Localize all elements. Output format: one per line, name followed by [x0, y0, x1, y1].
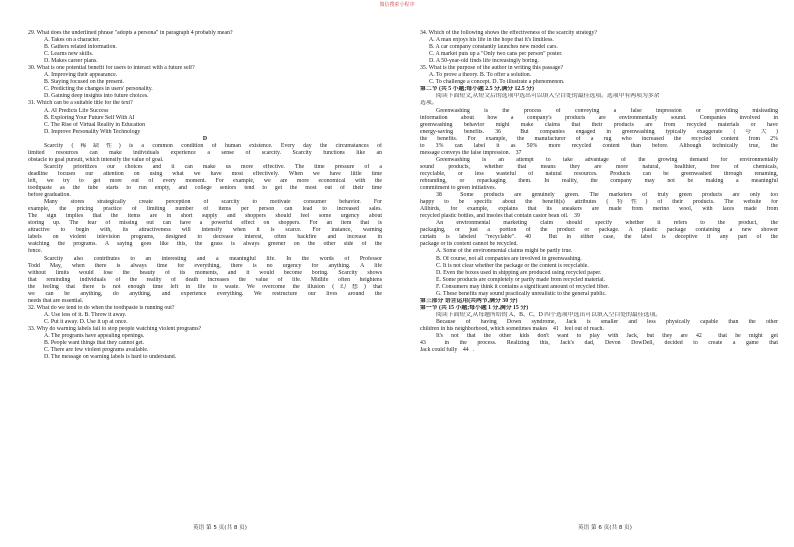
- text-line: deadline focuses our attention on using what we have most effectively. When we have little time: [28, 170, 382, 177]
- text-line: B. Gathers related information.: [44, 44, 117, 51]
- text-line: fence.: [28, 248, 43, 255]
- blank-42: 42: [696, 333, 710, 340]
- text-line: commitment to green initiatives.: [420, 185, 496, 192]
- text-line: F. Consumers may think it contains a significant amount of recycled fiber.: [436, 283, 610, 290]
- text-line: C. There are few violent programs available.: [44, 347, 149, 354]
- text-line: example, the pricing practice of limiting number of items per person can lead to increased sales.: [28, 206, 382, 213]
- text-line: C. It is not clear whether the package or the content is recyclable.: [436, 262, 589, 269]
- text-line: to 3% can label it as 50% more recycled content than before. Although technically true, the: [420, 142, 778, 149]
- text-line: 第三部分 语言运用(共两节,满分 30 分): [420, 297, 518, 304]
- text-line: 第二节 (共 5 小题;每小题 2.5 分,满分 12.5 分): [420, 86, 534, 93]
- text-line: D. The message on warning labels is hard to understand.: [44, 354, 177, 361]
- text-line: attractive to begin with, its attractiveness will intensify when it is scarce. For instance, warning: [28, 227, 382, 234]
- text-line: curtain is labeled "recyclable". 40 But in either case, the label is deceptive if any part of the: [420, 234, 778, 241]
- text-line: B. People want things that they cannot get.: [44, 340, 145, 347]
- text-line: before graduation.: [28, 192, 71, 199]
- text-line: packaging, or just a portion of the product or package. A plastic package containing a new shower: [420, 227, 778, 234]
- text-line: B. Staying focused on the present.: [44, 79, 125, 86]
- text-line: C. Put it away. D. Use it up at once.: [44, 318, 128, 325]
- text-line: 选项。: [420, 100, 438, 107]
- text-line: B. Of course, not all companies are involved in greenwashing.: [436, 255, 582, 262]
- text-line: 30. What is one potential benefit for users to interact with a future self?: [28, 65, 195, 72]
- text-line: C. To challenge a concept. D. To illustrate a phenomenon.: [429, 79, 565, 86]
- text-line: limited resources can make individuals experience a sense of scarcity. Scarcity functions like an: [28, 149, 382, 156]
- text-line: D. Even the boxes used in shipping are produced using recycled paper.: [436, 269, 602, 276]
- text-line: A. Use less of it. B. Throw it away.: [44, 311, 127, 318]
- text-line: A. AI Predicts Life Success: [44, 107, 109, 114]
- text-line: D. Gaining deep insights into future choices.: [44, 93, 149, 100]
- text-line: Allbirds, for example, explains that its sneakers are made from merino wool, with laces made from: [420, 206, 778, 213]
- text-line: A. Some of the environmental claims might be partly true.: [436, 248, 573, 255]
- text-line: storing up. The fear of missing out can have a powerful effect on shoppers. For an item that is: [28, 220, 382, 227]
- blank-40: 40: [525, 234, 539, 241]
- text-line: C. A market puts up a "Only two cans per person" poster.: [429, 51, 563, 58]
- text-line: Scarcity (稀缺性) is a common condition of human existence. Every day the circumstances of: [44, 142, 382, 149]
- text-line: happy to be specific about the benefit(s) attributes (特性) of their products. The website for: [420, 199, 778, 206]
- text-line: Greenwashing is an attempt to take advantage of the growing demand for environmentally: [436, 156, 778, 163]
- text-line: information about how a company's products are environmentally sound. Companies involved in: [420, 114, 778, 121]
- text-line: 34. Which of the following shows the effectiveness of the scarcity strategy?: [420, 30, 597, 36]
- text-line: watching the programs. A saying goes like this, the grass is always greener on the other side of the: [28, 241, 382, 248]
- text-line: B. A car company constantly launches new model cars.: [429, 44, 558, 51]
- text-line: without limits would lose the beauty of its moments, and it would become boring. Scarcity shows: [28, 269, 382, 276]
- text-line: sound products, whether that means they are more natural, healthier, free of chemicals,: [420, 163, 778, 170]
- text-line: Scarcity also contributes to an interesting and a meaningful life. In the words of Professor: [44, 255, 382, 262]
- blank-39: 39: [570, 213, 584, 220]
- blank-37: 37: [512, 150, 526, 157]
- text-line: 29. What does the underlined phrase "adopts a persona" in paragraph 4 probably mean?: [28, 30, 233, 36]
- text-line: 阅读下面短文,从短文后的选项中选出可以填入空白处的最佳选项。选项中有两项为多余: [436, 93, 660, 100]
- blank-44: 44: [459, 347, 473, 354]
- text-line: 阅读下面短文,从每题所给的 A、B、C、D 四个选项中选出可以填入空白处的最佳选项。: [436, 311, 662, 318]
- left-column: [28, 30, 382, 361]
- text-line: A. The programs have appealing openings.: [44, 333, 145, 340]
- text-line: A. A man enjoys his life in the hope that it's limitless.: [429, 37, 554, 44]
- right-column: [420, 30, 778, 354]
- text-line: C. Learns new skills.: [44, 51, 94, 58]
- text-line: A. Improving their appearance.: [44, 72, 118, 79]
- text-line: package or its content cannot be recycled.: [420, 241, 518, 248]
- blank-41: 41: [549, 326, 563, 333]
- text-line: 31. Which can be a suitable title for the text?: [28, 100, 133, 107]
- text-line: E. Some products are completely or partly made from recycled material.: [436, 276, 606, 283]
- text-line: B. Exploring Your Future Self With AI: [44, 114, 135, 121]
- text-line: 43 in the process. Realizing this, Jack's dad, Devon DowDell, decided to create a game that: [420, 340, 778, 347]
- text-line: 33. Why do warning labels fail to stop people watching violent programs?: [28, 325, 202, 332]
- text-line: needs that are essential.: [28, 297, 84, 304]
- watermark: 微信搜索小程序: [379, 2, 415, 8]
- text-line: G. These benefits may sound practically unrealistic to the general public.: [436, 290, 607, 297]
- text-line: recyclable, or less wasteful of natural resources. Products can be greenwashed through renaming,: [420, 170, 778, 177]
- text-line: greenwashing behavior might make claims that their products are from recycled materials or have: [420, 121, 778, 128]
- text-line: 第一节 (共 15 小题;每小题 1 分,满分 15 分): [420, 304, 529, 311]
- text-line: Scarcity prioritizes our choices and it can make us more effective. The time pressure of a: [44, 163, 382, 170]
- text-line: energy-saving benefits. 36 But companies engaged in greenwashing typically exaggerate (夸大): [420, 129, 778, 136]
- text-line: left, we try to get more out of every moment. For example, we are more economical with the: [28, 177, 382, 184]
- text-line: D: [202, 135, 208, 142]
- text-line: toothpaste as the tube starts to run empty, and college seniors tend to get the most out of their time: [28, 185, 382, 192]
- blank-43: 43: [420, 340, 434, 347]
- blank-36: 36: [495, 129, 509, 136]
- text-line: Greenwashing is the process of conveying a false impression or providing misleading: [436, 107, 778, 114]
- text-line: The sign implies that the items are in short supply and shoppers should feel some urgency about: [28, 213, 382, 220]
- text-line: Todd May, when there is always time for everything, there is no urgency for anything. A life: [28, 262, 382, 269]
- text-line: D. Makes career plans.: [44, 58, 98, 65]
- text-line: rebranding, or repackaging them. In reality, the company may not be making a meaningful: [420, 177, 778, 184]
- text-line: obstacle to goal pursuit, which intensify the value of goal.: [28, 156, 164, 163]
- text-line: Jack could fully 44 .: [420, 347, 778, 354]
- text-line: message conveys the false impression. 37: [420, 150, 778, 157]
- text-line: labels on violent television programs, designed to decrease interest, often backfire and increase in: [28, 234, 382, 241]
- text-line: 38 Some products are genuinely green. The marketers of truly green products are only too: [420, 192, 778, 199]
- text-line: A. Takes on a character.: [44, 37, 100, 44]
- text-line: D. A 50-year-old finds life increasingly boring.: [429, 58, 539, 65]
- blank-38: 38: [436, 192, 450, 199]
- text-line: A. To prove a theory. B. To offer a solution.: [429, 72, 532, 79]
- page-footer-right: 英语 第 6 页(共 8 页): [578, 525, 632, 531]
- text-line: 32. What do we tend to do when the toothpaste is running out?: [28, 304, 175, 311]
- text-line: C. The Rise of Virtual Reality in Education: [44, 121, 146, 128]
- text-line: Many stores strategically create perception of scarcity to motivate consumer behavior. For: [44, 199, 382, 206]
- text-line: recycled plastic bottles, and insoles that contain castor bean oil. 39: [420, 213, 778, 220]
- text-line: we can be anything, do anything, and experience everything. We restructure our lives around the: [28, 290, 382, 297]
- page-footer-left: 英语 第 5 页(共 8 页): [193, 525, 247, 531]
- text-line: It's not that the other kids don't want to play with Jack, but they are 42 that he might get: [420, 333, 778, 340]
- text-line: Because of having Down syndrome, Jack is smaller and less physically capable than the other: [436, 318, 778, 325]
- text-line: 35. What is the purpose of the author in writing this passage?: [420, 65, 564, 72]
- text-line: C. Predicting the changes in users' personality.: [44, 86, 153, 93]
- text-line: the benefits. For example, the manufacturer of a rug who increased the recycled content from 2%: [420, 135, 778, 142]
- text-line: that reminding individuals of the reality of death increases the value of life. Midlife often heightens: [28, 276, 382, 283]
- text-line: An environmental marketing claim should specify whether it refers to the product, the: [436, 220, 778, 227]
- text-line: children in his neighborhood, which sometimes makes 41 feel out of reach.: [420, 326, 778, 333]
- text-line: D. Improve Personality With Technology: [44, 128, 141, 135]
- text-line: the feeling that there is not enough time left in life to waste. We overcome the illusion (幻想) that: [28, 283, 382, 290]
